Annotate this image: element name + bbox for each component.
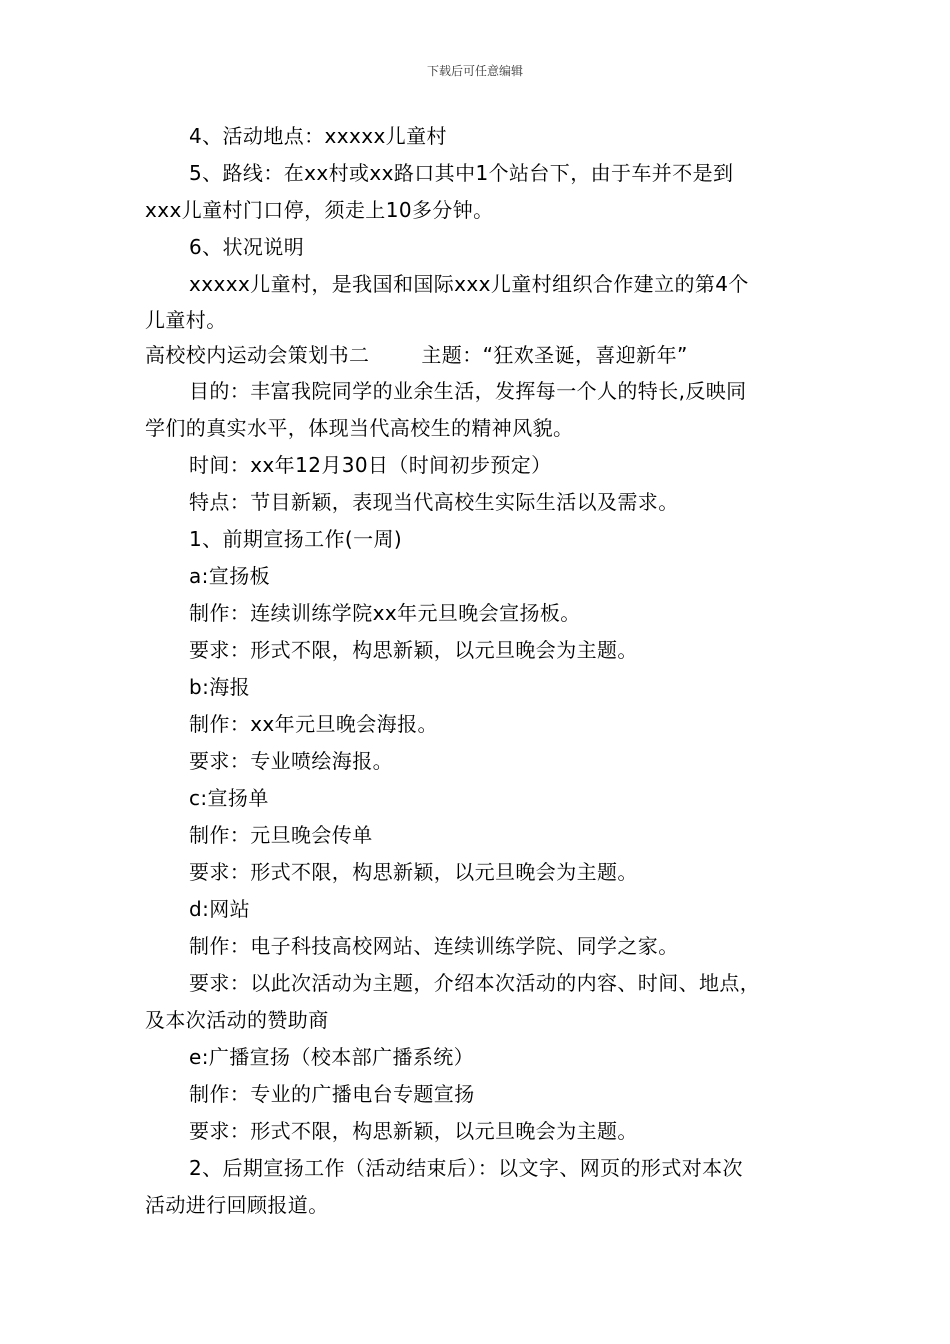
paragraph-early-publicity: 1、前期宣扬工作(一周)	[189, 527, 403, 551]
paragraph-location: 4、活动地点：xxxxx儿童村	[189, 124, 447, 148]
paragraph-later-publicity: 2、后期宣扬工作（活动结束后）：以文字、网页的形式对本次	[189, 1156, 743, 1180]
paragraph-features: 特点：节目新颖，表现当代高校生实际生活以及需求。	[189, 490, 679, 514]
paragraph-status-desc: xxxxx儿童村，是我国和国际xxx儿童村组织合作建立的第4个	[189, 272, 749, 296]
item-b-requirement: 要求：专业喷绘海报。	[189, 749, 393, 773]
item-a-requirement: 要求：形式不限，构思新颖，以元旦晚会为主题。	[189, 638, 638, 662]
paragraph-status-desc-cont: 儿童村。	[145, 308, 227, 332]
section-subject: 主题：“狂欢圣诞，喜迎新年”	[421, 343, 688, 367]
paragraph-later-publicity-cont: 活动进行回顾报道。	[145, 1193, 329, 1217]
paragraph-time: 时间：xx年12月30日（时间初步预定）	[189, 453, 552, 477]
page-header: 下载后可任意编辑	[426, 64, 523, 78]
paragraph-status-heading: 6、状况说明	[189, 235, 305, 259]
paragraph-purpose-cont: 学们的真实水平，体现当代高校生的精神风貌。	[145, 416, 574, 440]
item-e-heading: e:广播宣扬（校本部广播系统）	[189, 1045, 475, 1069]
paragraph-route: 5、路线：在xx村或xx路口其中1个站台下，由于车并不是到	[189, 161, 734, 185]
item-a-heading: a:宣扬板	[189, 564, 270, 588]
section-title: 高校校内运动会策划书二	[145, 343, 370, 367]
item-a-production: 制作：连续训练学院xx年元旦晚会宣扬板。	[189, 601, 581, 625]
item-e-requirement: 要求：形式不限，构思新颖，以元旦晚会为主题。	[189, 1119, 638, 1143]
item-d-requirement-cont: 及本次活动的赞助商	[145, 1008, 329, 1032]
document-body	[145, 118, 817, 1224]
item-b-heading: b:海报	[189, 675, 251, 699]
item-c-production: 制作：元旦晚会传单	[189, 823, 373, 847]
item-d-production: 制作：电子科技高校网站、连续训练学院、同学之家。	[189, 934, 679, 958]
item-c-requirement: 要求：形式不限，构思新颖，以元旦晚会为主题。	[189, 860, 638, 884]
item-d-heading: d:网站	[189, 897, 251, 921]
item-c-heading: c:宣扬单	[189, 786, 269, 810]
section-title-line	[145, 338, 817, 373]
item-d-requirement: 要求：以此次活动为主题，介绍本次活动的内容、时间、地点，	[189, 971, 761, 995]
item-b-production: 制作：xx年元旦晚会海报。	[189, 712, 438, 736]
item-e-production: 制作：专业的广播电台专题宣扬	[189, 1082, 475, 1106]
paragraph-route-cont: xxx儿童村门口停，须走上10多分钟。	[145, 198, 494, 222]
paragraph-purpose: 目的：丰富我院同学的业余生活，发挥每一个人的特长,反映同	[189, 379, 747, 403]
